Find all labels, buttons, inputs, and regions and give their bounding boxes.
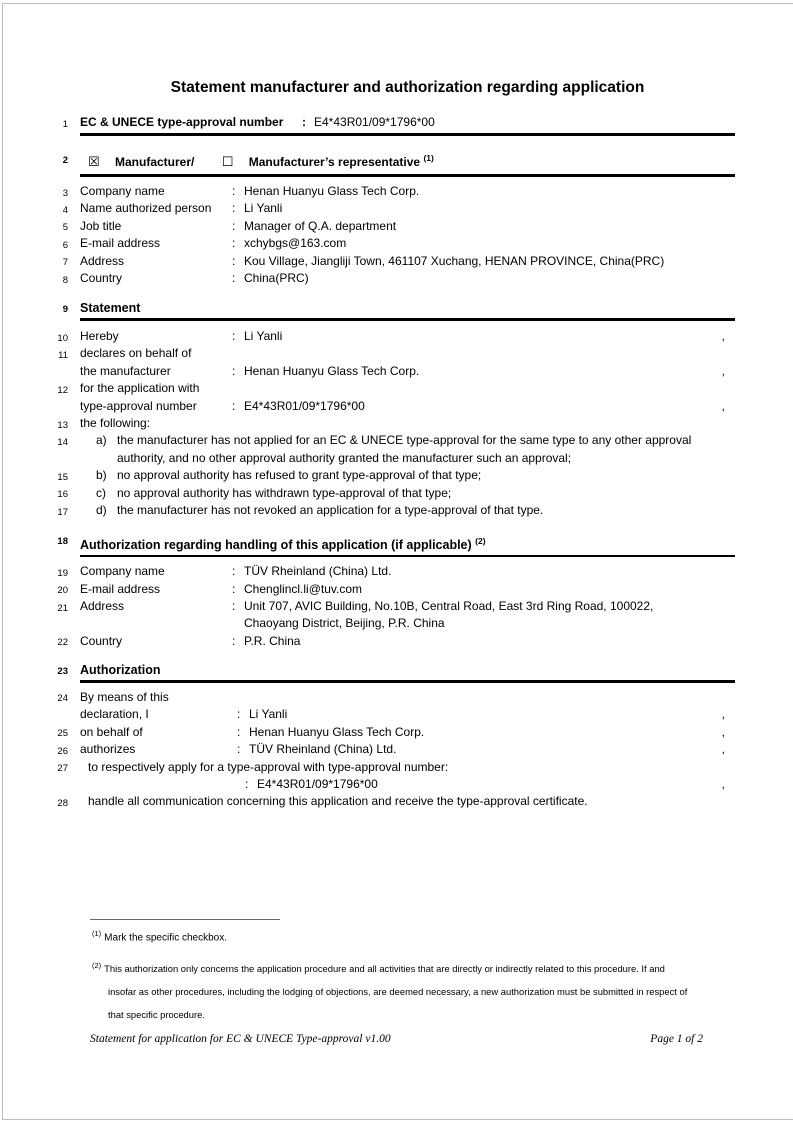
form-row (62, 235, 735, 252)
line-number: 24 (57, 693, 68, 705)
colon-separator: : (232, 201, 236, 216)
line-number: 26 (57, 745, 68, 757)
field-label: declaration, I (80, 707, 149, 722)
list-item (57, 502, 735, 519)
line-number: 18 (57, 536, 68, 547)
field-value: Henan Huanyu Glass Tech Corp. (249, 724, 425, 739)
statement-lines (57, 328, 735, 432)
footnote-line: that specific procedure. (108, 1009, 205, 1021)
field-value: Manager of Q.A. department (244, 218, 397, 233)
list-item-letter: c) (96, 485, 106, 500)
section-rule (80, 680, 735, 683)
line-number: 19 (57, 567, 68, 579)
footnote-marker: (2) (92, 961, 102, 971)
field-label: Job title (80, 218, 122, 233)
field-label: Address (80, 599, 125, 614)
colon-separator: : (232, 218, 236, 233)
colon-separator: : (232, 564, 236, 579)
field-label: E-mail address (80, 581, 161, 596)
section-heading: Authorization regarding handling of this application (if applicable) (80, 537, 472, 552)
checkbox-unchecked-icon: ☐ (221, 155, 234, 170)
field-value: Chaoyang District, Beijing, P.R. China (244, 616, 445, 631)
section-heading: Authorization (80, 663, 161, 678)
line-number: 4 (62, 204, 68, 216)
form-row (57, 328, 735, 345)
footer-document-title: Statement for application for EC & UNECE Type-approval v1.00 (90, 1033, 391, 1046)
form-row (58, 345, 735, 362)
field-label: Name authorized person (80, 201, 212, 216)
footnote-text: Mark the specific checkbox. (104, 932, 227, 944)
footnote-text: This authorization only concerns the application procedure and all activities that are directly or indirectly related to this procedure. If and (104, 963, 665, 975)
line-number: 10 (57, 332, 68, 344)
continuation-spacer (80, 615, 244, 632)
field-label: for the application with (80, 381, 200, 396)
type-approval-number-row (62, 114, 735, 131)
field-label: Company name (80, 184, 165, 198)
form-row-continuation (80, 615, 735, 632)
line-number: 11 (58, 349, 68, 361)
field-value: E4*43R01/09*1796*00 (314, 115, 435, 129)
form-row (57, 793, 735, 810)
field-value: E4*43R01/09*1796*00 (257, 776, 378, 791)
list-item-letter: a) (96, 433, 107, 448)
field-label: E-mail address (80, 236, 161, 251)
line-number: 2 (62, 154, 68, 166)
line-number: 15 (57, 471, 68, 483)
line-number: 7 (62, 257, 68, 269)
list-item-letter: d) (96, 503, 107, 518)
colon-separator: : (232, 329, 236, 344)
line-number: 27 (57, 763, 68, 774)
authorization-lines (57, 689, 735, 811)
colon-separator: : (232, 581, 236, 596)
line-comma: , (721, 707, 725, 722)
line-number: 16 (57, 489, 68, 501)
footnote-line: insofar as other procedures, including the lodging of objections, are deemed necessary, a new authorization must be submitted in respect of (108, 986, 688, 998)
line-number: 6 (62, 239, 68, 251)
statement-text: to respectively apply for a type-approval with type-approval number: (88, 759, 449, 774)
field-label: type-approval number (80, 398, 197, 413)
form-row (62, 270, 735, 287)
form-row (57, 563, 735, 580)
form-row (62, 218, 735, 235)
field-value: TÜV Rheinland (China) Ltd. (244, 564, 392, 579)
field-value: Kou Village, Jiangliji Town, 461107 Xuchang, HENAN PROVINCE, China(PRC) (244, 253, 665, 268)
field-label: declares on behalf of (80, 346, 192, 361)
authorization-handling-heading (57, 533, 735, 553)
manufacturer-fields (62, 183, 735, 287)
field-label: the following: (80, 416, 151, 431)
footnote-line (92, 954, 735, 980)
field-value: Henan Huanyu Glass Tech Corp. (244, 363, 420, 378)
colon-separator: : (232, 253, 236, 268)
footnote-marker: (1) (92, 928, 102, 938)
line-comma: , (721, 363, 725, 378)
field-value: P.R. China (244, 633, 301, 648)
list-item-text: the manufacturer has not applied for an EC & UNECE type-approval for the same type to any other approval authority, and no other approval authority granted the manufacturer such an approval; (117, 433, 692, 465)
form-row (57, 581, 735, 598)
section-rule (80, 318, 735, 321)
footnote-ref: (2) (475, 535, 486, 546)
field-value: Li Yanli (244, 201, 283, 216)
continuation-spacer (80, 776, 245, 793)
colon-separator: : (237, 742, 241, 757)
form-row (80, 398, 735, 415)
field-label: Country (80, 633, 123, 648)
colon-separator: : (232, 398, 236, 413)
section-rule (80, 174, 735, 177)
colon-separator: : (232, 599, 236, 614)
checkbox-checked-icon: ☒ (88, 155, 100, 170)
footnote-2 (92, 954, 735, 1026)
manufacturer-label: Manufacturer/ (115, 155, 195, 169)
colon-separator: : (302, 115, 306, 129)
form-row (80, 706, 735, 723)
line-comma: , (721, 742, 725, 757)
form-row (57, 380, 735, 397)
field-label: Country (80, 271, 123, 286)
footnote-1 (92, 927, 735, 945)
field-value: China(PRC) (244, 271, 309, 286)
list-item (57, 432, 735, 467)
line-number: 1 (62, 118, 68, 130)
section-rule (80, 133, 735, 136)
line-number: 5 (62, 222, 68, 234)
field-label: authorizes (80, 742, 136, 757)
line-comma: , (721, 776, 725, 791)
line-comma: , (721, 329, 725, 344)
footnote-separator (90, 919, 280, 920)
statement-text: handle all communication concerning this application and receive the type-approval certificate. (88, 794, 588, 809)
colon-separator: : (232, 271, 236, 286)
agent-fields (57, 563, 735, 650)
footnote-ref: (1) (423, 153, 434, 163)
colon-separator: : (237, 724, 241, 739)
form-row-continuation (80, 776, 735, 793)
section-heading: Statement (80, 301, 141, 316)
line-number: 8 (62, 274, 68, 286)
colon-separator: : (245, 776, 249, 791)
line-number: 21 (57, 602, 68, 614)
colon-separator: : (237, 707, 241, 722)
form-row (57, 598, 735, 615)
footer-page-number: Page 1 of 2 (650, 1033, 703, 1046)
list-item-text: the manufacturer has not revoked an application for a type-approval of that type. (117, 503, 544, 518)
field-value: xchybgs@163.com (244, 236, 347, 251)
field-value: Chenglincl.li@tuv.com (244, 581, 363, 596)
line-number: 14 (57, 436, 68, 448)
field-value: Li Yanli (244, 329, 283, 344)
line-number: 3 (62, 187, 68, 199)
form-row (57, 724, 735, 741)
field-label: on behalf of (80, 724, 143, 739)
form-row (57, 759, 735, 776)
form-row (62, 183, 735, 200)
colon-separator: : (232, 633, 236, 648)
form-row (57, 741, 735, 758)
line-number: 23 (57, 665, 68, 677)
list-item (57, 485, 735, 502)
form-row (57, 633, 735, 650)
list-item (57, 467, 735, 484)
field-value: TÜV Rheinland (China) Ltd. (249, 742, 397, 757)
page-title: Statement manufacturer and authorization regarding application (170, 79, 645, 96)
statement-items (57, 432, 735, 519)
form-row (62, 200, 735, 217)
field-value: Henan Huanyu Glass Tech Corp. (244, 184, 420, 198)
line-comma: , (721, 398, 725, 413)
field-label: the manufacturer (80, 363, 171, 378)
authorization-heading (57, 662, 735, 678)
field-value: Li Yanli (249, 707, 288, 722)
list-item-text: no approval authority has refused to grant type-approval of that type; (117, 468, 482, 483)
form-row (80, 363, 735, 380)
line-number: 20 (57, 585, 68, 597)
line-number: 12 (57, 384, 68, 396)
manufacturer-role-row (62, 150, 735, 171)
field-label: Company name (80, 564, 165, 579)
page-footer (90, 1032, 703, 1047)
statement-heading (62, 300, 735, 316)
form-row (62, 253, 735, 270)
colon-separator: : (232, 184, 236, 198)
field-label: Address (80, 253, 125, 268)
list-item-letter: b) (96, 468, 107, 483)
section-rule (80, 555, 735, 558)
line-number: 22 (57, 637, 68, 649)
line-number: 17 (57, 506, 68, 518)
line-number: 9 (62, 303, 68, 315)
field-value: Unit 707, AVIC Building, No.10B, Central Road, East 3rd Ring Road, 100022, (244, 599, 654, 614)
list-item-text: no approval authority has withdrawn type-approval of that type; (117, 485, 452, 500)
line-number: 13 (57, 419, 68, 431)
line-number: 25 (57, 728, 68, 740)
field-value: E4*43R01/09*1796*00 (244, 398, 365, 413)
line-comma: , (721, 724, 725, 739)
field-label: EC & UNECE type-approval number (80, 115, 284, 129)
field-label: By means of this (80, 689, 169, 704)
representative-label: Manufacturer’s representative (248, 155, 421, 169)
colon-separator: : (232, 363, 236, 378)
form-row (57, 689, 735, 706)
colon-separator: : (232, 236, 236, 251)
line-number: 28 (57, 797, 68, 809)
field-label: Hereby (80, 329, 119, 344)
form-row (57, 415, 735, 432)
